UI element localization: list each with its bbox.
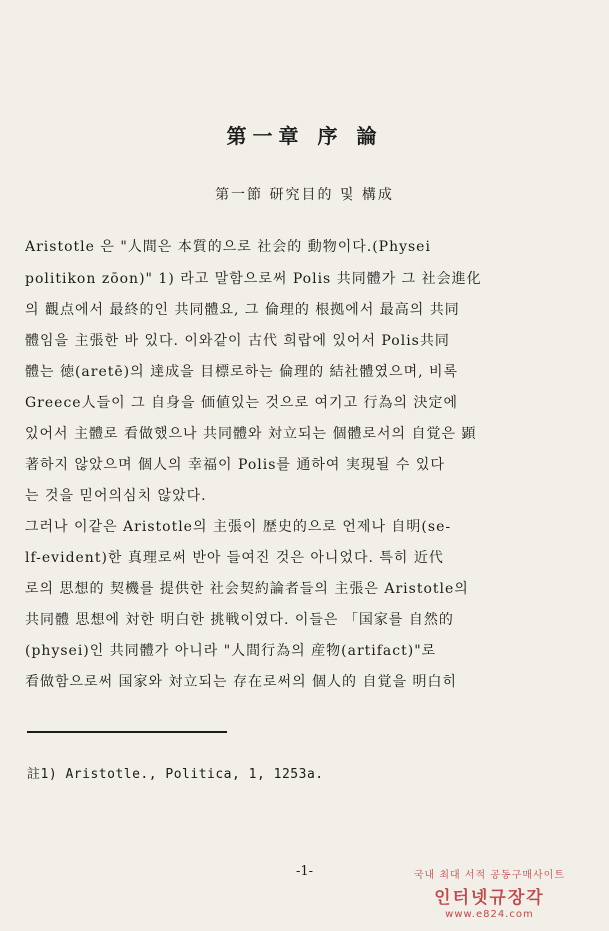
watermark-tagline: 국내 최대 서적 공동구매사이트 <box>413 870 565 881</box>
body-line: 의 觀点에서 最終的인 共同體요, 그 倫理的 根拠에서 最高의 共同 <box>25 302 460 318</box>
section-title: 第一節 研究目的 및 構成 <box>215 187 394 203</box>
chapter-title: 第一章 序 論 <box>226 124 383 148</box>
body-line: 그러나 이같은 Aristotle의 主張이 歴史的으로 언제나 自明(se- <box>25 519 452 535</box>
body-line: Greece人들이 그 自身을 価値있는 것으로 여기고 行為의 決定에 <box>25 395 459 411</box>
body-line: 著하지 않았으며 個人의 幸福이 Polis를 通하여 実現될 수 있다 <box>25 457 445 473</box>
page-number: -1- <box>295 864 314 879</box>
footnote: 註1) Aristotle., Politica, 1, 1253a. <box>27 767 324 782</box>
watermark-brand: 인터넷규장각 <box>434 888 545 908</box>
body-line: 는 것을 믿어의심치 않았다. <box>25 488 207 504</box>
body-line: 있어서 主體로 看做했으나 共同體와 対立되는 個體로서의 自覚은 顕 <box>25 426 477 442</box>
body-line: (physei)인 共同體가 아니라 "人間行為의 産物(artifact)"로 <box>25 643 437 659</box>
watermark-stamp <box>414 866 565 920</box>
watermark-url: www.e824.com <box>445 909 534 920</box>
body-line: politikon zōon)" 1) 라고 말함으로써 Polis 共同體가 그 社会進化 <box>25 271 482 287</box>
body-line: 共同體 思想에 対한 明白한 挑戦이였다. 이들은 「国家를 自然的 <box>25 612 454 628</box>
body-line: 看做함으로써 国家와 対立되는 存在로써의 個人的 自覚을 明白히 <box>25 674 457 690</box>
body-line: 體는 徳(aretē)의 達成을 目標로하는 倫理的 結社體였으며, 비록 <box>25 364 459 380</box>
body-line: 로의 思想的 契機를 提供한 社会契約論者들의 主張은 Aristotle의 <box>25 581 469 597</box>
body-line: 體임을 主張한 바 있다. 이와같이 古代 희랍에 있어서 Polis共同 <box>25 333 450 349</box>
footnote-divider <box>27 731 227 733</box>
body-line: Aristotle 은 "人間은 本質的으로 社会的 動物이다.(Physei <box>25 239 431 255</box>
body-line: lf-evident)한 真理로써 반아 들여진 것은 아니었다. 특히 近代 <box>25 550 444 566</box>
